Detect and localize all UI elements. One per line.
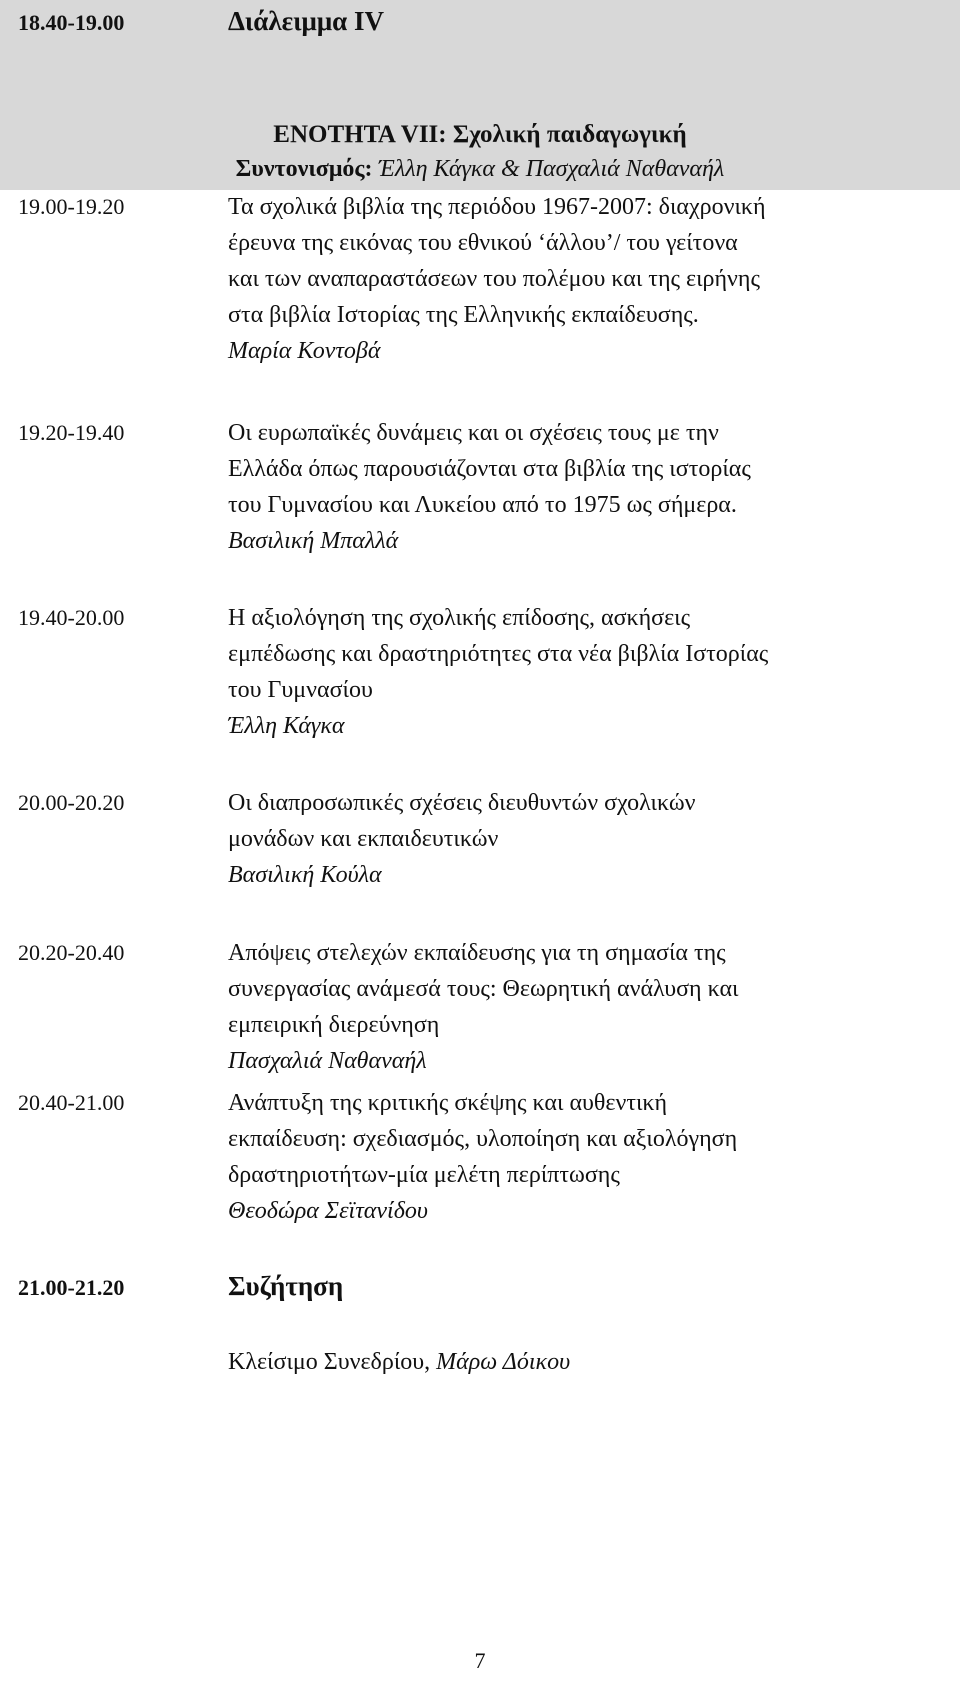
session-time: 19.20-19.40 (18, 420, 125, 445)
discussion-time: 21.00-21.20 (18, 1275, 125, 1300)
session-title-line: του Γυμνασίου και Λυκείου από το 1975 ως σήμερα. (228, 492, 737, 518)
session-title-line: Η αξιολόγηση της σχολικής επίδοσης, ασκήσεις (228, 605, 691, 631)
session-title-line: Οι διαπροσωπικές σχέσεις διευθυντών σχολικών (228, 790, 696, 816)
closing-line (228, 1345, 570, 1379)
discussion-title: Συζήτηση (228, 1271, 344, 1301)
session-title-line: του Γυμνασίου (228, 677, 373, 703)
break-title: Διάλειμμα IV (228, 6, 384, 36)
section-heading: ΕΝΟΤΗΤΑ VII: Σχολική παιδαγωγική (273, 121, 687, 148)
session-title-line: έρευνα της εικόνας του εθνικού ‘άλλου’/ του γείτονα (228, 230, 738, 256)
coordination-line (0, 152, 960, 186)
session-title-line: Οι ευρωπαϊκές δυνάμεις και οι σχέσεις τους με την (228, 420, 719, 446)
session-speaker: Βασιλική Μπαλλά (228, 528, 399, 554)
closing-text: Κλείσιμο Συνεδρίου, (228, 1349, 431, 1375)
session-entry (228, 189, 948, 369)
session-speaker: Θεοδώρα Σεϊτανίδου (228, 1198, 428, 1224)
session-title-line: δραστηριοτήτων-μία μελέτη περίπτωσης (228, 1162, 620, 1188)
coordinators: Έλλη Κάγκα & Πασχαλιά Ναθαναήλ (378, 156, 725, 182)
session-time: 20.40-21.00 (18, 1090, 125, 1115)
session-entry (228, 1085, 948, 1229)
session-speaker: Έλλη Κάγκα (228, 713, 345, 739)
session-title-line: Απόψεις στελεχών εκπαίδευσης για τη σημασία της (228, 940, 726, 966)
session-entry (228, 415, 948, 559)
session-time: 19.00-19.20 (18, 194, 125, 219)
session-title-line: Τα σχολικά βιβλία της περιόδου 1967-2007: διαχρονική (228, 194, 766, 220)
page-number: 7 (474, 1648, 486, 1673)
session-time: 20.20-20.40 (18, 940, 125, 965)
session-title-line: στα βιβλία Ιστορίας της Ελληνικής εκπαίδευσης. (228, 302, 699, 328)
session-speaker: Πασχαλιά Ναθαναήλ (228, 1048, 427, 1074)
session-title-line: μονάδων και εκπαιδευτικών (228, 826, 499, 852)
closing-speaker: Μάρω Δόικου (436, 1349, 571, 1375)
session-title-line: Ελλάδα όπως παρουσιάζονται στα βιβλία της ιστορίας (228, 456, 751, 482)
session-title-line: εμπειρική διερεύνηση (228, 1012, 440, 1038)
session-entry (228, 785, 948, 893)
session-time: 19.40-20.00 (18, 605, 125, 630)
session-title-line: συνεργασίας ανάμεσά τους: Θεωρητική ανάλυση και (228, 976, 739, 1002)
session-title-line: και των αναπαραστάσεων του πολέμου και της ειρήνης (228, 266, 760, 292)
session-speaker: Μαρία Κοντοβά (228, 338, 381, 364)
session-time: 20.00-20.20 (18, 790, 125, 815)
session-title-line: Ανάπτυξη της κριτικής σκέψης και αυθεντική (228, 1090, 668, 1116)
session-entry (228, 935, 948, 1079)
session-speaker: Βασιλική Κούλα (228, 862, 382, 888)
coordination-label: Συντονισμός: (235, 156, 373, 182)
session-title-line: εκπαίδευση: σχεδιασμός, υλοποίηση και αξιολόγηση (228, 1126, 738, 1152)
break-time: 18.40-19.00 (18, 10, 125, 35)
session-entry (228, 600, 948, 744)
session-title-line: εμπέδωσης και δραστηριότητες στα νέα βιβλία Ιστορίας (228, 641, 769, 667)
